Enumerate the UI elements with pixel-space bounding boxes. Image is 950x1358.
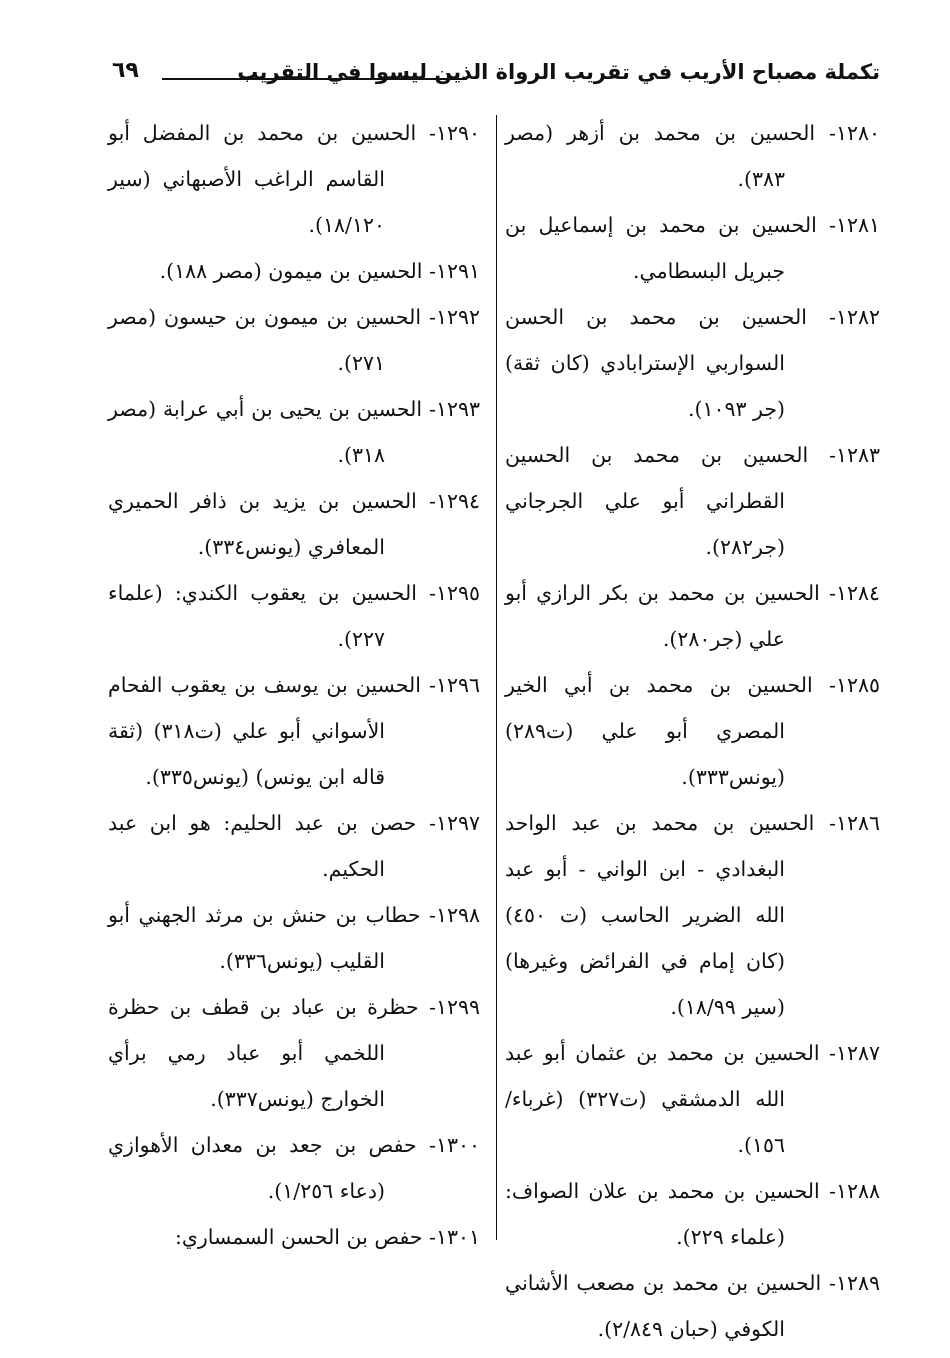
entry-1298: ١٢٩٨- حطاب بن حنش بن مرثد الجهني أبو القليب (يونس٣٣٦). — [108, 903, 480, 973]
entry-1285: ١٢٨٥- الحسين بن محمد بن أبي الخير المصري أبو علي (ت٢٨٩) (يونس٣٣٣). — [505, 673, 880, 789]
column-divider — [496, 115, 497, 1240]
left-column — [108, 110, 480, 1260]
right-column — [505, 110, 880, 1352]
entry-1300: ١٣٠٠- حفص بن جعد بن معدان الأهوازي (دعاء ١/٢٥٦). — [108, 1133, 480, 1203]
entry-1293: ١٢٩٣- الحسين بن يحيى بن أبي عرابة (مصر ٣١٨). — [108, 397, 480, 467]
entry-1291: ١٢٩١- الحسين بن ميمون (مصر ١٨٨). — [159, 259, 480, 283]
entry-1295: ١٢٩٥- الحسين بن يعقوب الكندي: (علماء ٢٢٧). — [108, 581, 480, 651]
header-rule — [162, 78, 467, 80]
entry-1299: ١٢٩٩- حظرة بن عباد بن قطف بن حظرة اللخمي أبو عباد رمي برأي الخوارج (يونس٣٣٧). — [108, 995, 480, 1111]
entry-1287: ١٢٨٧- الحسين بن محمد بن عثمان أبو عبد الله الدمشقي (ت٣٢٧) (غرباء/١٥٦). — [505, 1041, 880, 1157]
entry-1290: ١٢٩٠- الحسين بن محمد بن المفضل أبو القاسم الراغب الأصبهاني (سير ١٨/١٢٠). — [108, 121, 480, 237]
entry-1297: ١٢٩٧- حصن بن عبد الحليم: هو ابن عبد الحكيم. — [108, 811, 480, 881]
entry-1283: ١٢٨٣- الحسين بن محمد بن الحسين القطراني أبو علي الجرجاني (جر٢٨٢). — [505, 443, 880, 559]
entry-1280: ١٢٨٠- الحسين بن محمد بن أزهر (مصر ٣٨٣). — [505, 121, 880, 191]
entry-1284: ١٢٨٤- الحسين بن محمد بن بكر الرازي أبو علي (جر٢٨٠). — [505, 581, 880, 651]
entry-1294: ١٢٩٤- الحسين بن يزيد بن ذافر الحميري المعافري (يونس٣٣٤). — [108, 489, 480, 559]
entry-1296: ١٢٩٦- الحسين بن يوسف بن يعقوب الفحام الأسواني أبو علي (ت٣١٨) (ثقة قاله ابن يونس) (يونس٣٣٥). — [108, 673, 480, 789]
page-number: ٦٩ — [112, 58, 139, 83]
entry-1288: ١٢٨٨- الحسين بن محمد بن علان الصواف: (علماء ٢٢٩). — [505, 1179, 880, 1249]
entry-1289: ١٢٨٩- الحسين بن محمد بن مصعب الأشاني الكوفي (حبان ٢/٨٤٩). — [505, 1271, 880, 1341]
entry-1286: ١٢٨٦- الحسين بن محمد بن عبد الواحد البغدادي - ابن الواني - أبو عبد الله الضرير الحاسب (ت ٤٥٠) (كان إمام في الفرائض وغيرها) (سير ١٨/٩٩). — [505, 811, 880, 1019]
running-title: تكملة مصباح الأريب في تقريب الرواة الذين ليسوا في التقريب — [237, 60, 880, 84]
entry-1281: ١٢٨١- الحسين بن محمد بن إسماعيل بن جبريل البسطامي. — [505, 213, 880, 283]
entry-1301: ١٣٠١- حفص بن الحسن السمساري: — [174, 1225, 480, 1249]
entry-1292: ١٢٩٢- الحسين بن ميمون بن حيسون (مصر ٢٧١). — [108, 305, 480, 375]
entry-1282: ١٢٨٢- الحسين بن محمد بن الحسن السواربي الإسترابادي (كان ثقة) (جر ١٠٩٣). — [505, 305, 880, 421]
page-header — [100, 56, 880, 96]
